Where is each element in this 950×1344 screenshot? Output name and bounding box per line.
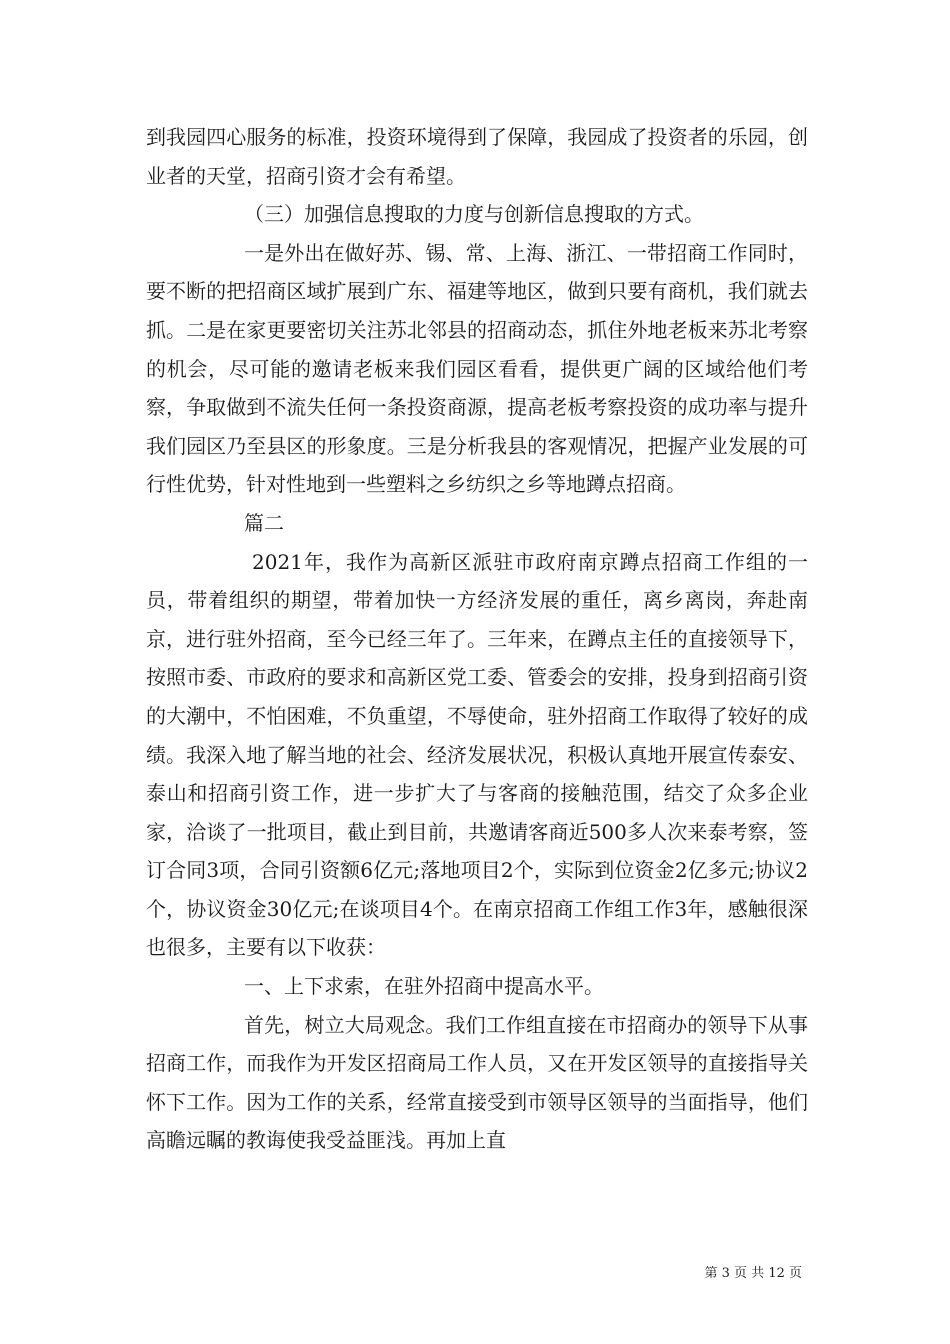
chapter-heading: 篇二 — [244, 510, 284, 535]
section-heading-one: 一、上下求索，在驻外招商中提高水平。 — [244, 974, 604, 999]
paragraph-info-gathering: 一是外出在做好苏、锡、常、上海、浙江、一带招商工作同时，要不断的把招商区域扩展到广东、福建等地区，做到只要有商机，我们就去抓。二是在家更要密切关注苏北邻县的招商动态，抓住外地老板来苏北考察的机会，尽可能的邀请老板来我们园区看看，提供更广阔的区域给他们考察，争取做到不流失任何一条投资商源，提高老板考察投资的成功率与提升我们园区乃至县区的形象度。三是分析我县的客观情况，把握产业发展的可行性优势，针对性地到一些塑料之乡纺织之乡等地蹲点招商。 — [146, 240, 808, 497]
section-heading-three: （三）加强信息搜取的力度与创新信息搜取的方式。 — [244, 202, 704, 227]
document-body — [146, 118, 808, 1160]
paragraph-intro-2021: 2021年，我作为高新区派驻市政府南京蹲点招商工作组的一员，带着组织的期望，带着加快一方经济发展的重任，离乡离岗，奔赴南京，进行驻外招商，至今已经三年了。三年来，在蹲点主任的直接领导下，按照市委、市政府的要求和高新区党工委、管委会的安排，投身到招商引资的大潮中，不怕困难，不负重望，不辱使命，驻外招商工作取得了较好的成绩。我深入地了解当地的社会、经济发展状况，积极认真地开展宣传泰安、泰山和招商引资工作，进一步扩大了与客商的接触范围，结交了众多企业家，洽谈了一批项目，截止到目前，共邀请客商近500多人次来泰考察，签订合同3项，合同引资额6亿元;落地项目2个，实际到位资金2亿多元;协议2个，协议资金30亿元;在谈项目4个。在南京招商工作组工作3年，感触很深也很多，主要有以下收获： — [146, 549, 808, 960]
page-number-footer: 第 3 页 共 12 页 — [704, 1266, 802, 1281]
paragraph-continuation: 到我园四心服务的标准，投资环境得到了保障，我园成了投资者的乐园，创业者的天堂，招商引资才会有希望。 — [146, 125, 808, 188]
paragraph-first-point: 首先，树立大局观念。我们工作组直接在市招商办的领导下从事招商工作，而我作为开发区招商局工作人员，又在开发区领导的直接指导关怀下工作。因为工作的关系，经常直接受到市领导区领导的当面指导，他们高瞻远瞩的教诲使我受益匪浅。再加上直 — [146, 1012, 808, 1153]
